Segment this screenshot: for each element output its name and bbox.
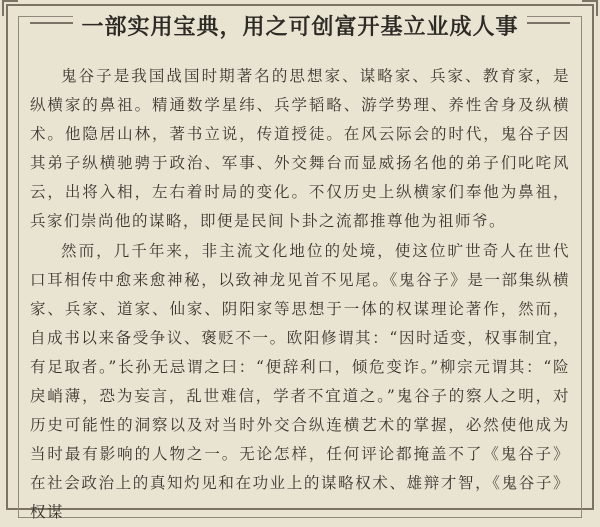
paragraph-1: 鬼谷子是我国战国时期著名的思想家、谋略家、兵家、教育家，是纵横家的鼻祖。精通数学星纬、兵学韬略、游学势理、养性舍身及纵横术。他隐居山林，著书立说，传道授徒。在风云际会的时代，鬼谷子因其弟子纵横驰骋于政治、军事、外交舞台而显威扬名他的弟子们叱咤风云，出将入相，左右着时局的变化。不仅历史上纵横家们奉他为鼻祖，兵家们崇尚他的谋略，即便是民间卜卦之流都推尊他为祖师爷。 — [30, 67, 570, 230]
header — [0, 0, 600, 50]
paragraph-2: 然而，几千年来，非主流文化地位的处境，使这位旷世奇人在世代口耳相传中愈来愈神秘，以致神龙见首不见尾。《鬼谷子》是一部集纵横家、兵家、道家、仙家、阴阳家等思想于一体的权谋理论著作，然而，自成书以来备受争议、褒贬不一。欧阳修谓其：“因时适变，权事制宜，有足取者。”长孙无忌谓之曰：“便辞利口，倾危变诈。”柳宗元谓其：“险戾峭薄，恐为妄言，乱世难信，学者不宜道之。”鬼谷子的察人之明，对历史可能性的洞察以及对当时外交合纵连横艺术的掌握，必然使他成为当时最有影响的人物之一。无论怎样，任何评论都掩盖不了《鬼谷子》在社会政治上的真知灼见和在功业上的谋略权术、雄辩才智，《鬼谷子》权谋 — [30, 242, 570, 521]
body-text — [30, 62, 570, 527]
page-title: 一部实用宝典，用之可创富开基立业成人事 — [73, 10, 526, 41]
